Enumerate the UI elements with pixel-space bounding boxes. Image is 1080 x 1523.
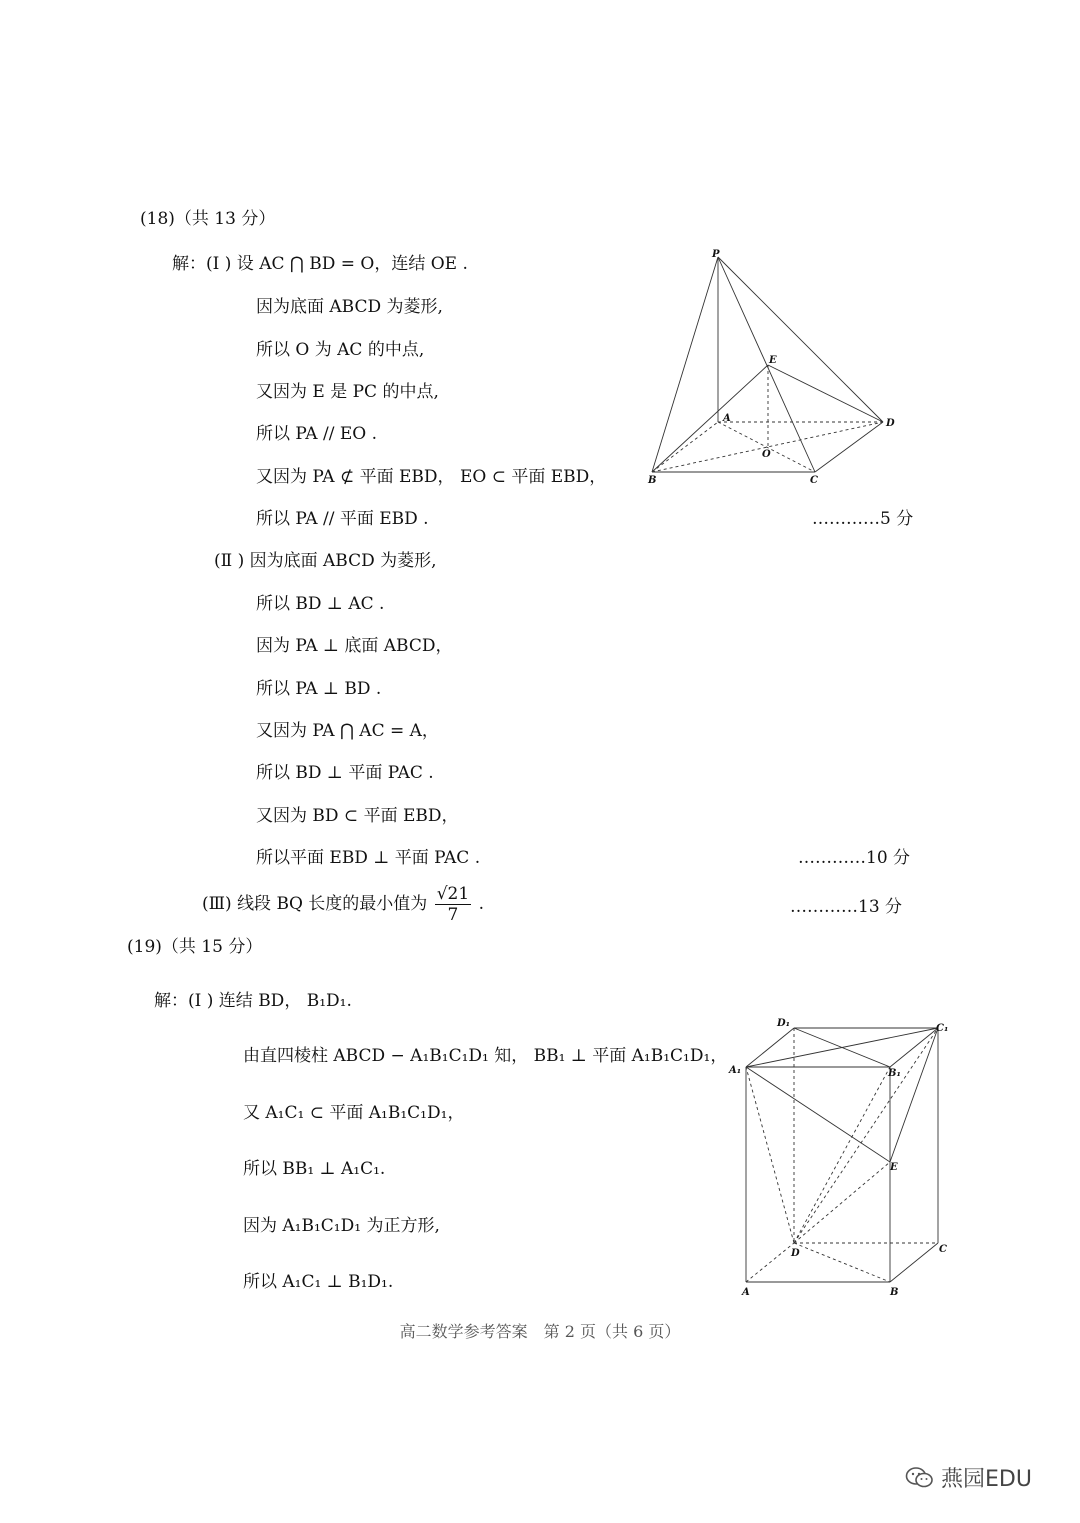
q19-prism-figure	[725, 1012, 955, 1302]
q18-label-E: E	[769, 355, 777, 366]
q18-label-O: O	[762, 449, 771, 460]
q19-line-2: 由直四棱柱 ABCD − A₁B₁C₁D₁ 知， BB₁ ⊥ 平面 A₁B₁C₁D₁，	[243, 1046, 728, 1066]
q19-label-B: B	[890, 1287, 899, 1298]
q18-part3-suffix: .	[478, 894, 484, 914]
q19-prism-hidden-edges	[746, 1028, 938, 1282]
q18-pyramid-figure	[640, 245, 905, 490]
page-footer: 高二数学参考答案 第 2 页（共 6 页）	[399, 1322, 681, 1341]
q18-label-D: D	[886, 418, 895, 429]
q19-header: (19)（共 15 分）	[127, 937, 263, 957]
q18-header: (18)（共 13 分）	[140, 209, 276, 229]
q19-line-5: 因为 A₁B₁C₁D₁ 为正方形,	[243, 1216, 440, 1236]
q18-part2-line-5: 又因为 PA ⋂ AC = A，	[256, 721, 439, 741]
q18-part3-fraction	[435, 884, 471, 925]
q18-part2-line-6: 所以 BD ⊥ 平面 PAC .	[256, 763, 434, 783]
watermark-text: 燕园EDU	[941, 1467, 1032, 1492]
q19-label-E: E	[890, 1162, 898, 1173]
q18-part1-line-5: 所以 PA // EO .	[256, 424, 377, 444]
q18-part2-line-3: 因为 PA ⊥ 底面 ABCD，	[256, 636, 453, 656]
q18-part3-points: …………13 分	[790, 897, 903, 917]
q19-label-B1: B₁	[888, 1068, 901, 1079]
q18-part2-line-2: 所以 BD ⊥ AC .	[256, 594, 385, 614]
q19-label-C1: C₁	[936, 1023, 949, 1034]
q18-label-A: A	[723, 413, 731, 424]
q18-part1-line-7: 所以 PA // 平面 EBD .	[256, 509, 429, 529]
q19-line-4: 所以 BB₁ ⊥ A₁C₁.	[243, 1159, 386, 1179]
q18-part1-line-1: 解：(Ⅰ ) 设 AC ⋂ BD = O，连结 OE .	[172, 254, 468, 274]
q18-label-C: C	[810, 475, 818, 486]
q18-part1-line-3: 所以 O 为 AC 的中点,	[256, 340, 425, 360]
q18-pyramid-edges	[652, 257, 883, 472]
q18-part3-line	[202, 878, 484, 930]
q18-part3-frac-num: √21	[436, 884, 470, 904]
q18-part1-points: …………5 分	[812, 509, 914, 529]
q19-label-A1: A₁	[729, 1065, 742, 1076]
q19-label-C: C	[939, 1244, 947, 1255]
q18-part1-line-6: 又因为 PA ⊄ 平面 EBD， EO ⊂ 平面 EBD，	[256, 467, 607, 487]
q18-part1-line-4: 又因为 E 是 PC 的中点,	[256, 382, 439, 402]
q19-prism-edges	[746, 1028, 938, 1282]
q18-label-P: P	[712, 249, 720, 260]
q18-part2-points: …………10 分	[798, 848, 911, 868]
q18-part2-line-8: 所以平面 EBD ⊥ 平面 PAC .	[256, 848, 481, 868]
q18-part1-line-2: 因为底面 ABCD 为菱形,	[256, 297, 443, 317]
q19-label-D: D	[791, 1248, 800, 1259]
q19-line-3: 又 A₁C₁ ⊂ 平面 A₁B₁C₁D₁，	[243, 1103, 465, 1123]
q19-line-6: 所以 A₁C₁ ⊥ B₁D₁.	[243, 1272, 394, 1292]
q19-label-A: A	[742, 1287, 750, 1298]
wechat-icon	[905, 1465, 935, 1491]
q18-part3-frac-den: 7	[447, 905, 459, 925]
q19-label-D1: D₁	[777, 1018, 791, 1029]
q18-part2-line-1: (Ⅱ ) 因为底面 ABCD 为菱形,	[214, 551, 437, 571]
q18-part2-line-4: 所以 PA ⊥ BD .	[256, 679, 382, 699]
q19-line-1: 解：(Ⅰ ) 连结 BD， B₁D₁.	[154, 991, 352, 1011]
watermark	[905, 1462, 1032, 1493]
q18-part2-line-7: 又因为 BD ⊂ 平面 EBD，	[256, 806, 459, 826]
q18-label-B: B	[648, 475, 657, 486]
q18-part3-prefix: (Ⅲ) 线段 BQ 长度的最小值为	[202, 894, 428, 914]
